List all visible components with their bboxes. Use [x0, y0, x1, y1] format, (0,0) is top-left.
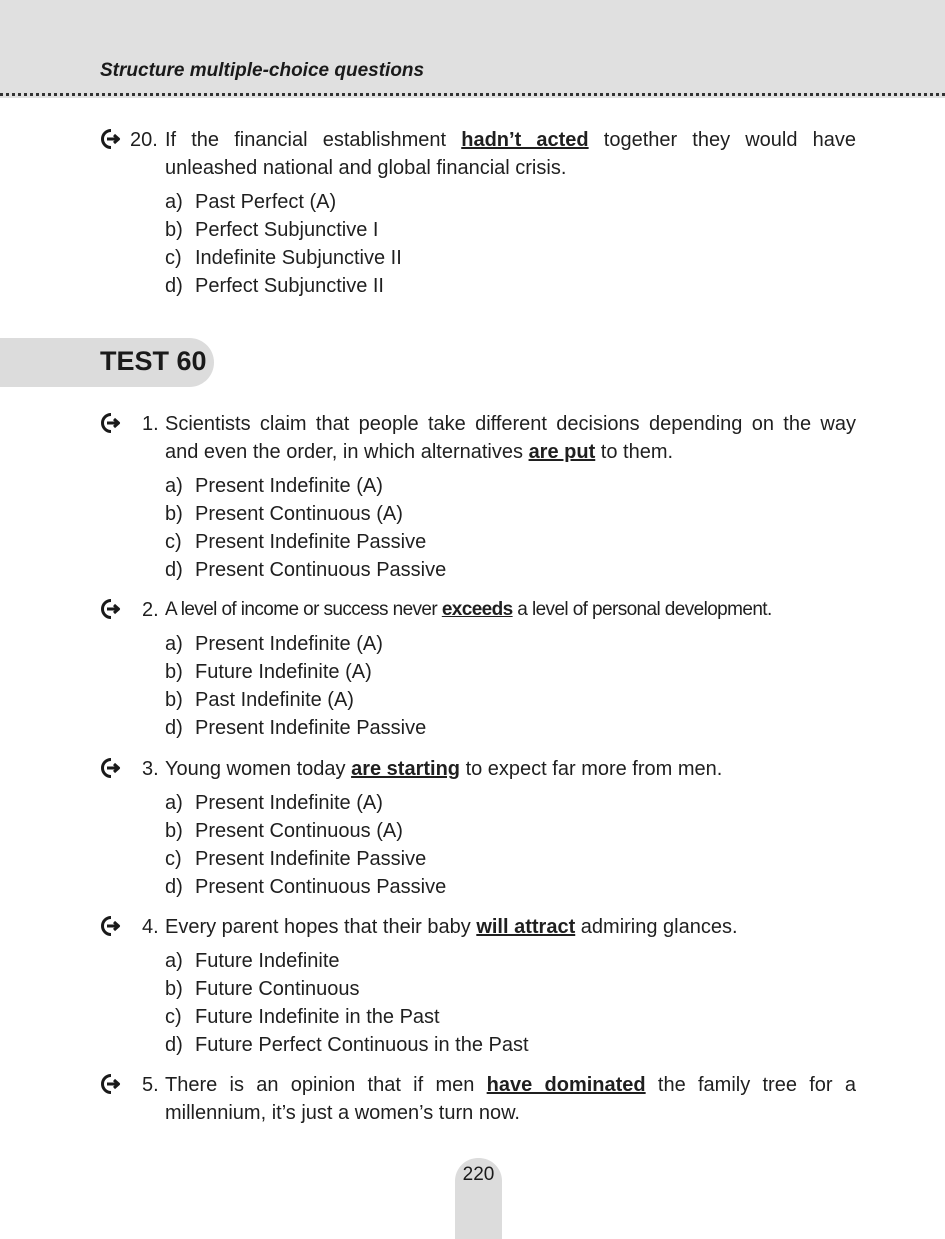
arrow-bullet-icon — [100, 128, 122, 150]
underlined-verb: exceeds — [441, 599, 513, 620]
section-title: Structure multiple-choice questions — [100, 60, 425, 81]
arrow-bullet-icon — [100, 915, 122, 937]
question-number: 20. — [130, 129, 158, 151]
underlined-verb: will attract — [476, 916, 576, 938]
option-b: b) Future Indefinite (A) — [165, 661, 372, 683]
option-b: b) Future Continuous — [165, 978, 360, 1000]
option-a: a) Present Indefinite (A) — [165, 475, 383, 497]
option-b: b) Present Continuous (A) — [165, 820, 403, 842]
question-text: There is an opinion that if men have dominated the family tree for a millennium, it’s just a women’s turn now. — [165, 1074, 856, 1124]
underlined-verb: have dominated — [486, 1074, 646, 1096]
option-b: b) Perfect Subjunctive I — [165, 219, 379, 241]
arrow-bullet-icon — [100, 412, 122, 434]
question-number: 4. — [142, 916, 159, 938]
question-text: Scientists claim that people take different decisions depending on the way and even the order, in which alternatives are put to them. — [165, 413, 856, 463]
option-a: a) Present Indefinite (A) — [165, 792, 383, 814]
page-number: 220 — [462, 1164, 495, 1185]
option-c: b) Past Indefinite (A) — [165, 689, 354, 711]
option-b: b) Present Continuous (A) — [165, 503, 403, 525]
arrow-bullet-icon — [100, 757, 122, 779]
question-number: 1. — [142, 413, 159, 435]
option-c: c) Present Indefinite Passive — [165, 531, 427, 553]
option-list — [165, 947, 856, 1059]
question-text: If the financial establishment hadn’t acted together they would have unleashed national and global financial crisis. — [165, 129, 856, 179]
arrow-bullet-icon — [100, 1073, 122, 1095]
question-text: Young women today are starting to expect far more from men. — [165, 758, 723, 780]
question-text: Every parent hopes that their baby will attract admiring glances. — [165, 916, 738, 938]
dotted-divider — [0, 93, 945, 96]
option-d: d) Present Continuous Passive — [165, 559, 447, 581]
option-a: a) Future Indefinite — [165, 950, 340, 972]
option-c: c) Future Indefinite in the Past — [165, 1006, 440, 1028]
option-d: d) Future Perfect Continuous in the Past — [165, 1034, 529, 1056]
question-4 — [100, 913, 856, 1059]
option-d: d) Perfect Subjunctive II — [165, 275, 384, 297]
question-number: 5. — [142, 1074, 159, 1096]
question-20 — [100, 126, 856, 300]
arrow-bullet-icon — [100, 598, 122, 620]
header-band — [0, 0, 945, 98]
option-a: a) Past Perfect (A) — [165, 191, 337, 213]
question-number: 3. — [142, 758, 159, 780]
underlined-verb: are starting — [351, 758, 461, 780]
option-list — [165, 789, 856, 901]
option-d: d) Present Continuous Passive — [165, 876, 447, 898]
underlined-verb: hadn’t acted — [461, 129, 589, 151]
question-3 — [100, 755, 856, 901]
option-list — [165, 188, 856, 300]
option-a: a) Present Indefinite (A) — [165, 633, 383, 655]
option-d: d) Present Indefinite Passive — [165, 717, 427, 739]
question-number: 2. — [142, 599, 159, 621]
test-title: TEST 60 — [100, 346, 207, 376]
option-list — [165, 630, 856, 742]
question-text: A level of income or success never exceeds a level of personal development. — [165, 599, 772, 620]
question-1 — [100, 410, 856, 584]
question-2 — [100, 596, 856, 742]
option-list — [165, 472, 856, 584]
option-c: c) Present Indefinite Passive — [165, 848, 427, 870]
option-c: c) Indefinite Subjunctive II — [165, 247, 402, 269]
question-5 — [100, 1071, 856, 1127]
underlined-verb: are put — [528, 441, 596, 463]
